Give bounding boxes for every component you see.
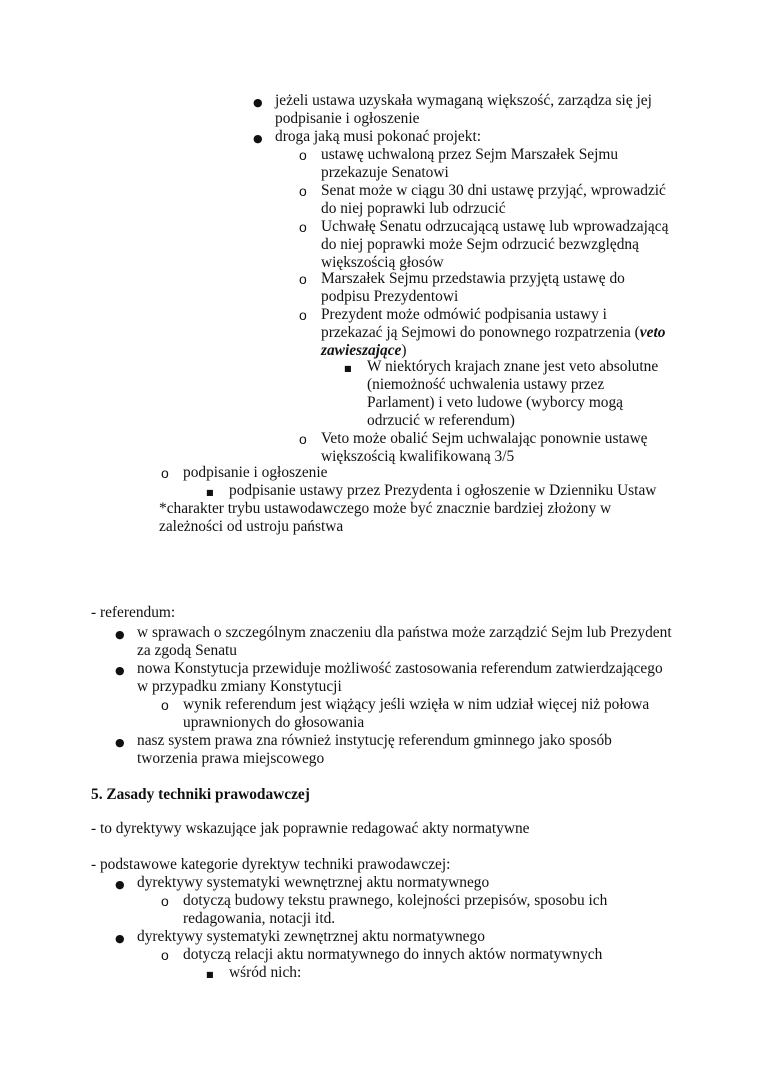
text-line: wynik referendum jest wiążący jeśli wzięła w nim udział więcej niż połowa bbox=[183, 696, 650, 713]
text-line: dyrektywy systematyki wewnętrznej aktu normatywnego bbox=[137, 874, 490, 891]
text-line: W niektórych krajach znane jest veto absolutne bbox=[367, 358, 659, 375]
text-line: Uchwałę Senatu odrzucającą ustawę lub wprowadzającą bbox=[321, 218, 669, 235]
text-line: większością głosów bbox=[321, 254, 444, 271]
bullet-square: ■ bbox=[344, 364, 352, 373]
text-line: do niej poprawki lub odrzucić bbox=[321, 200, 506, 217]
text-line: dotyczą relacji aktu normatywnego do innych aktów normatywnych bbox=[183, 946, 603, 963]
bullet-circle: o bbox=[161, 465, 169, 481]
text-line: Prezydent może odmówić podpisania ustawy i bbox=[321, 306, 607, 323]
text-fragment: ) bbox=[401, 342, 407, 359]
text-line: wśród nich: bbox=[229, 964, 302, 981]
text-line: nowa Konstytucja przewiduje możliwość zastosowania referendum zatwierdzającego bbox=[137, 660, 663, 677]
text-line: podpisanie i ogłoszenie bbox=[275, 110, 420, 127]
bullet-disc: ● bbox=[115, 932, 125, 945]
text-line: tworzenia prawa miejscowego bbox=[137, 750, 325, 767]
text-line: (niemożność uchwalenia ustawy przez bbox=[367, 376, 605, 393]
bullet-disc: ● bbox=[115, 736, 125, 749]
text-line: uprawnionych do głosowania bbox=[183, 714, 365, 731]
bullet-circle: o bbox=[161, 697, 169, 713]
text-line-veto bbox=[321, 324, 665, 342]
text-line: - to dyrektywy wskazujące jak poprawnie redagować akty normatywne bbox=[91, 820, 530, 837]
bullet-square: ■ bbox=[206, 970, 214, 979]
text-line: Senat może w ciągu 30 dni ustawę przyjąć, wprowadzić bbox=[321, 182, 666, 199]
text-line: Marszałek Sejmu przedstawia przyjętą ustawę do bbox=[321, 270, 625, 287]
text-line: w sprawach o szczególnym znaczeniu dla państwa może zarządzić Sejm lub Prezydent bbox=[137, 624, 672, 641]
text-line: podpisanie i ogłoszenie bbox=[183, 464, 328, 481]
bullet-circle: o bbox=[299, 183, 307, 199]
text-line: dotyczą budowy tekstu prawnego, kolejności przepisów, sposobu ich bbox=[183, 892, 608, 909]
bullet-circle: o bbox=[161, 893, 169, 909]
bullet-circle: o bbox=[299, 147, 307, 163]
text-line: *charakter trybu ustawodawczego może być znacznie bardziej złożony w bbox=[159, 500, 612, 517]
bullet-circle: o bbox=[299, 271, 307, 287]
veto-term: zawieszające bbox=[321, 342, 402, 359]
bullet-disc: ● bbox=[253, 132, 263, 145]
bullet-disc: ● bbox=[115, 664, 125, 677]
text-line: nasz system prawa zna również instytucję referendum gminnego jako sposób bbox=[137, 732, 612, 749]
text-line: ustawę uchwaloną przez Sejm Marszałek Sejmu bbox=[321, 146, 619, 163]
bullet-square: ■ bbox=[206, 488, 214, 497]
text-line: podpisu Prezydentowi bbox=[321, 288, 459, 305]
text-line: za zgodą Senatu bbox=[137, 642, 237, 659]
text-line: podpisanie ustawy przez Prezydenta i ogłoszenie w Dzienniku Ustaw bbox=[229, 482, 657, 499]
text-line: Parlament) i veto ludowe (wyborcy mogą bbox=[367, 394, 624, 411]
text-line: do niej poprawki może Sejm odrzucić bezwzględną bbox=[321, 236, 639, 253]
bullet-circle: o bbox=[299, 219, 307, 235]
text-line: redagowania, notacji itd. bbox=[183, 910, 336, 927]
bullet-circle: o bbox=[299, 307, 307, 323]
bullet-disc: ● bbox=[253, 96, 263, 109]
bullet-circle: o bbox=[161, 947, 169, 963]
text-line: zależności od ustroju państwa bbox=[159, 518, 344, 535]
bullet-disc: ● bbox=[115, 878, 125, 891]
text-line: w przypadku zmiany Konstytucji bbox=[137, 678, 342, 695]
text-line: jeżeli ustawa uzyskała wymaganą większość, zarządza się jej bbox=[275, 92, 652, 109]
referendum-label: - referendum: bbox=[91, 604, 176, 621]
text-line: Veto może obalić Sejm uchwalając ponownie ustawę bbox=[321, 430, 648, 447]
text-fragment: przekazać ją Sejmowi do ponownego rozpatrzenia ( bbox=[321, 324, 640, 341]
text-line: droga jaką musi pokonać projekt: bbox=[275, 128, 482, 145]
text-line: dyrektywy systematyki zewnętrznej aktu normatywnego bbox=[137, 928, 485, 945]
text-line: - podstawowe kategorie dyrektyw techniki prawodawczej: bbox=[91, 856, 451, 873]
text-line: większością kwalifikowaną 3/5 bbox=[321, 448, 515, 465]
section-heading: 5. Zasady techniki prawodawczej bbox=[91, 786, 310, 803]
bullet-disc: ● bbox=[115, 628, 125, 641]
veto-term: veto bbox=[639, 324, 666, 341]
text-line: przekazuje Senatowi bbox=[321, 164, 449, 181]
bullet-circle: o bbox=[299, 431, 307, 447]
text-line: odrzucić w referendum) bbox=[367, 412, 515, 429]
